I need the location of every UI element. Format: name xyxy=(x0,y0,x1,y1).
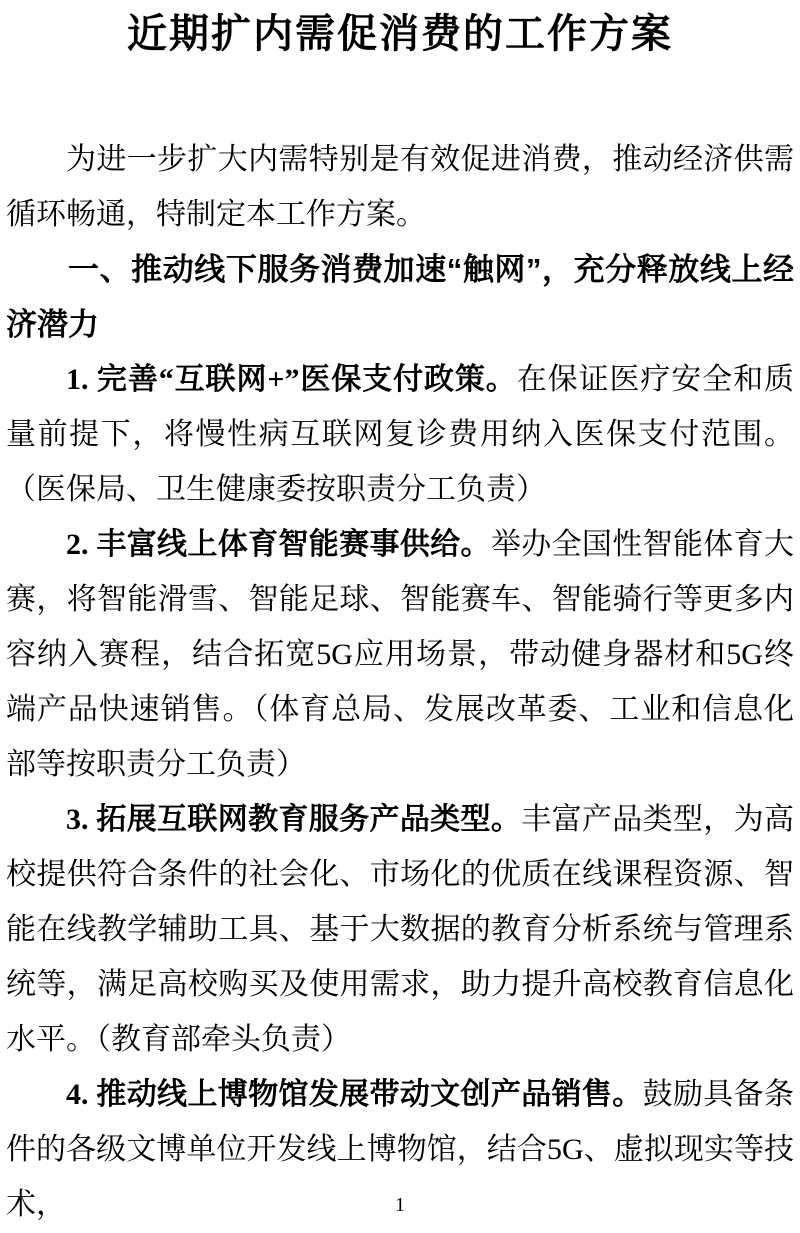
document-title: 近期扩内需促消费的工作方案 xyxy=(127,11,673,56)
section-heading: 一、推动线下服务消费加速“触网”，充分释放线上经济潜力 xyxy=(6,252,794,342)
list-item-2-lead: 2. 丰富线上体育智能赛事供给。 xyxy=(66,528,491,561)
list-item-3 xyxy=(6,792,794,1067)
intro-paragraph: 为进一步扩大内需特别是有效促进消费，推动经济供需循环畅通，特制定本工作方案。 xyxy=(6,143,794,231)
list-item-4-lead: 4. 推动线上博物馆发展带动文创产品销售。 xyxy=(66,1078,643,1111)
list-item-2-body: 举办全国性智能体育大赛，将智能滑雪、智能足球、智能赛车、智能骑行等更多内容纳入赛程，结合拓宽5G应用场景，带动健身器材和5G终端产品快速销售。（体育总局、发展改革委、工业和信息化部等按职责分工负责） xyxy=(6,528,795,781)
list-item-3-lead: 3. 拓展互联网教育服务产品类型。 xyxy=(66,803,522,836)
list-item-1-body: 在保证医疗安全和质量前提下，将慢性病互联网复诊费用纳入医保支付范围。（医保局、卫生健康委按职责分工负责） xyxy=(6,363,794,506)
document-body xyxy=(6,132,794,1232)
list-item-1-lead: 1. 完善“互联网+”医保支付政策。 xyxy=(66,363,517,396)
list-item-2 xyxy=(6,517,794,792)
list-item-3-body: 丰富产品类型，为高校提供符合条件的社会化、市场化的优质在线课程资源、智能在线教学辅助工具、基于大数据的教育分析系统与管理系统等，满足高校购买及使用需求，助力提升高校教育信息化水平。（教育部牵头负责） xyxy=(6,803,795,1056)
page-number: 1 xyxy=(395,1194,405,1216)
list-item-4-body: 鼓励具备条件的各级文博单位开发线上博物馆，结合5G、虚拟现实等技术， xyxy=(6,1078,795,1221)
list-item-1 xyxy=(6,352,794,517)
